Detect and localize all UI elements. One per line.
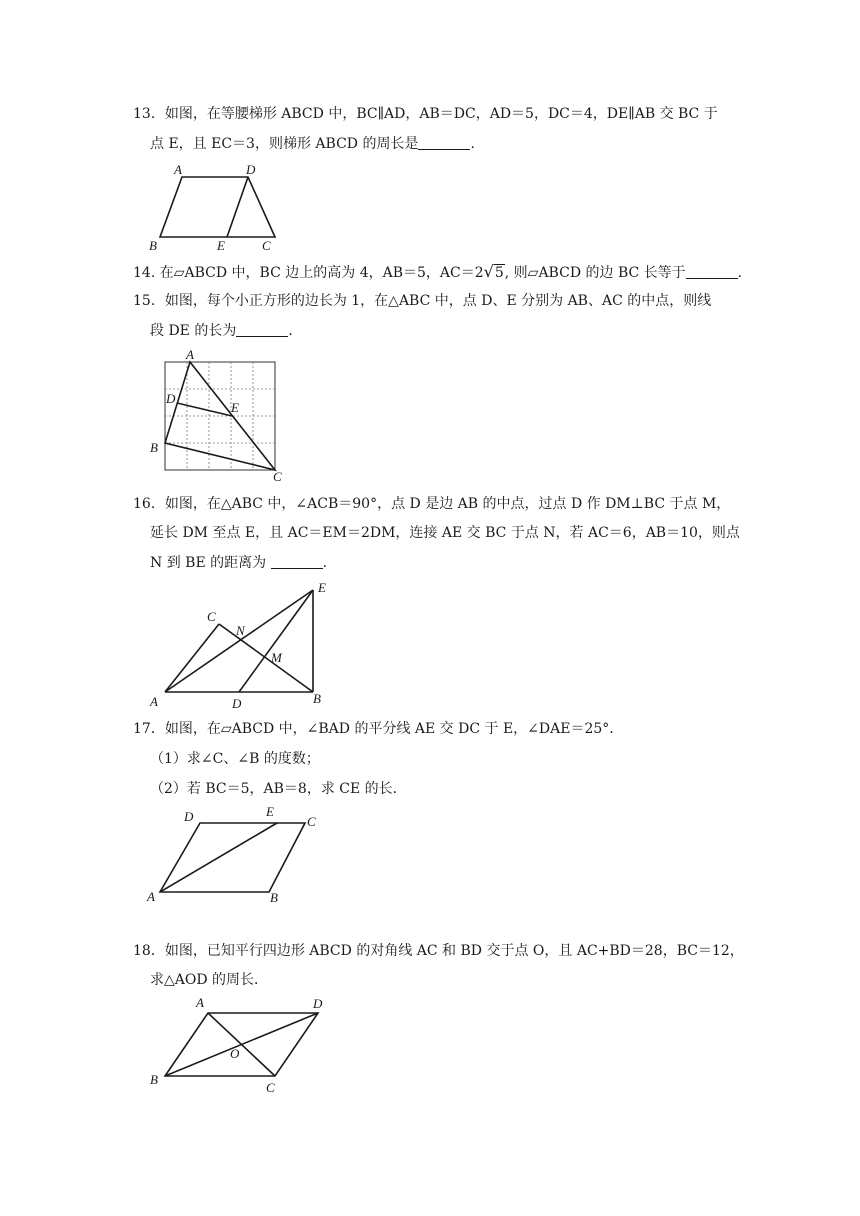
label-C: C xyxy=(266,1080,275,1095)
question-text: ．如图，已知平行四边形 ABCD 的对角线 AC 和 BD 交于点 O，且 AC+BD＝28，BC＝12， xyxy=(150,943,744,959)
label-A: A xyxy=(150,694,158,709)
question-text: 求△AOD 的周长． xyxy=(150,972,269,988)
question-text: , 则▱ABCD 的边 BC 长等于 xyxy=(504,265,686,281)
sqrt-radicand: 5 xyxy=(494,265,504,281)
label-E: E xyxy=(318,580,326,595)
question-part-2: （2）若 BC＝5，AB＝8，求 CE 的长． xyxy=(150,781,407,797)
label-C: C xyxy=(207,609,216,624)
label-E: E xyxy=(231,400,239,415)
label-D: D xyxy=(232,696,242,711)
label-D: D xyxy=(184,809,194,824)
question-text: ．如图，在▱ABCD 中，∠BAD 的平分线 AE 交 DC 于 E，∠DAE＝25°． xyxy=(150,721,624,737)
question-text: 段 DE 的长为 xyxy=(150,323,237,339)
question-text: N 到 BE 的距离为 xyxy=(150,555,267,571)
question-text: . xyxy=(288,323,293,339)
question-text: 点 E，且 EC＝3，则梯形 ABCD 的周长是 xyxy=(150,136,419,152)
label-B: B xyxy=(150,440,158,455)
question-text: . xyxy=(470,136,475,152)
label-A: A xyxy=(186,347,194,362)
label-B: B xyxy=(313,691,321,706)
label-D: D xyxy=(313,996,323,1011)
question-number: 13 xyxy=(133,106,151,122)
question-number: 17 xyxy=(133,721,151,737)
question-number: 18 xyxy=(133,943,151,959)
label-C: C xyxy=(262,238,271,253)
label-M: M xyxy=(271,650,282,665)
question-number: 16 xyxy=(133,496,151,512)
label-A: A xyxy=(147,889,155,904)
question-text: . xyxy=(737,265,743,281)
label-A: A xyxy=(196,995,204,1010)
question-part-1: （1）求∠C、∠B 的度数； xyxy=(150,751,320,767)
label-E: E xyxy=(217,238,225,253)
sqrt-symbol: √ xyxy=(483,262,494,281)
label-A: A xyxy=(174,162,182,177)
label-B: B xyxy=(270,890,278,905)
question-text: 延长 DM 至点 E，且 AC＝EM＝2DM，连接 AE 交 BC 于点 N，若 AC＝6，AB＝10，则点 xyxy=(150,525,740,541)
question-text: ．如图，每个小正方形的边长为 1，在△ABC 中，点 D、E 分别为 AB、AC 的中点，则线 xyxy=(150,293,712,309)
label-D: D xyxy=(246,162,256,177)
label-N: N xyxy=(236,623,245,638)
question-text: . 在▱ABCD 中，BC 边上的高为 4，AB＝5，AC＝2 xyxy=(150,265,484,281)
question-number: 15 xyxy=(133,293,151,309)
label-B: B xyxy=(150,1072,158,1087)
label-O: O xyxy=(230,1046,240,1061)
question-text: ．如图，在△ABC 中，∠ACB＝90°，点 D 是边 AB 的中点，过点 D 作 DM⊥BC 于点 M， xyxy=(150,496,731,512)
label-E: E xyxy=(266,804,274,819)
question-text: . xyxy=(322,555,328,571)
question-text: ．如图，在等腰梯形 ABCD 中，BC∥AD，AB＝DC，AD＝5，DC＝4，DE∥AB 交 BC 于 xyxy=(150,106,718,122)
question-number: 14 xyxy=(133,265,151,281)
label-C: C xyxy=(307,814,316,829)
label-C: C xyxy=(273,469,282,484)
label-B: B xyxy=(149,238,157,253)
label-D: D xyxy=(166,391,176,406)
